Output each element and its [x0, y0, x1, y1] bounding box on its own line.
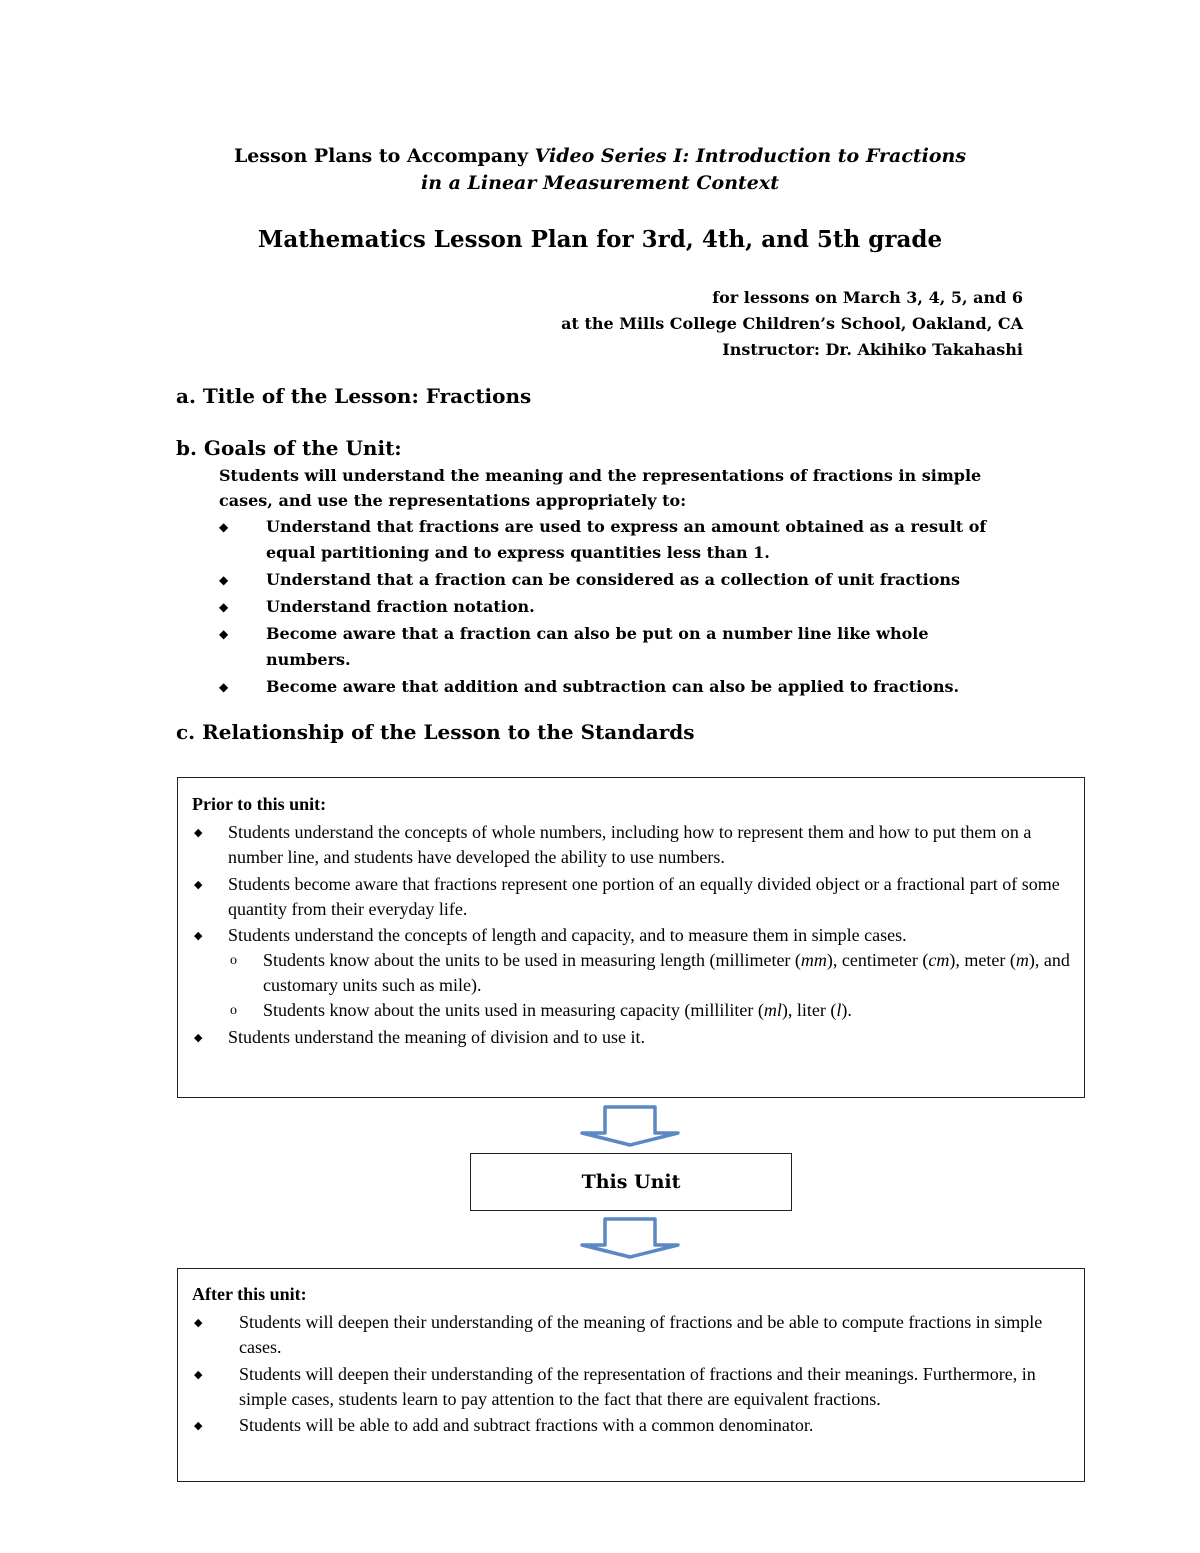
list-item: ◆ Students will deepen their understanding of the representation of fractions and their meanings. Furthermore, in simple cases, students learn to pay attention to the fact that there are equivalent fractions. [194, 1363, 1036, 1409]
page-title: Mathematics Lesson Plan for 3rd, 4th, and 5th grade [257, 226, 943, 253]
diamond-bullet-icon: ◆ [219, 600, 229, 614]
list-item: ◆ Become aware that a fraction can also be put on a number line like whole numbers. [219, 621, 1009, 673]
section-c-heading: c. Relationship of the Lesson to the Standards [176, 720, 695, 744]
diamond-bullet-icon: ◆ [194, 1368, 203, 1381]
list-item: ◆ Students will be able to add and subtract fractions with a common denominator. [192, 1413, 1062, 1438]
units-sub-list [192, 948, 1072, 1023]
diamond-bullet-icon: ◆ [219, 520, 229, 534]
title-line-1: Lesson Plans to Accompany Video Series I: Introduction to Fractions [233, 145, 967, 167]
goals-list [219, 514, 1009, 701]
circle-bullet-icon: o [230, 953, 237, 968]
prior-unit-box [177, 777, 1085, 1098]
document-title [0, 143, 1200, 197]
lesson-instructor: Instructor: Dr. Akihiko Takahashi [722, 340, 1023, 359]
lesson-meta [561, 285, 1023, 363]
this-unit-box: This Unit [470, 1153, 792, 1211]
list-item: ◆ Understand fraction notation. [219, 594, 1009, 620]
list-item: ◆ Become aware that addition and subtraction can also be applied to fractions. [219, 674, 1009, 700]
prior-unit-heading: Prior to this unit: [192, 794, 327, 814]
list-item: ◆ Understand that fractions are used to express an amount obtained as a result of equal partitioning and to express quantities less than 1. [219, 514, 1009, 566]
list-item: ◆ Students understand the concepts of length and capacity, and to measure them in simple cases. o Students know about the units to be used in measuring length (millimeter (mm), centimeter (cm), meter (m), and customary units such as mile). o Students know about the units used in measuring capacity (milliliter (ml), liter (l). [192, 923, 1072, 1023]
diamond-bullet-icon: ◆ [194, 827, 203, 839]
circle-bullet-icon: o [230, 1003, 237, 1018]
sub-list-item: o Students know about the units used in measuring capacity (milliliter (ml), liter (l). [192, 998, 1072, 1023]
list-item: ◆ Students understand the meaning of division and to use it. [192, 1025, 1072, 1050]
lesson-location: at the Mills College Children’s School, Oakland, CA [561, 314, 1023, 333]
down-arrow-icon [580, 1217, 680, 1259]
list-item: ◆ Students become aware that fractions represent one portion of an equally divided object or a fractional part of some quantity from their everyday life. [194, 873, 1060, 919]
prior-unit-list [192, 820, 1072, 1051]
after-unit-box [177, 1268, 1085, 1482]
sub-list-item: o Students know about the units to be used in measuring length (millimeter (mm), centimeter (cm), meter (m), and customary units such as mile). [230, 950, 1070, 995]
list-item: ◆ Students will deepen their understanding of the meaning of fractions and be able to compute fractions in simple cases. [194, 1312, 1043, 1357]
diamond-bullet-icon: ◆ [194, 1317, 203, 1329]
section-a-heading: a. Title of the Lesson: Fractions [176, 384, 532, 408]
diamond-bullet-icon: ◆ [194, 1031, 203, 1044]
diamond-bullet-icon: ◆ [194, 930, 203, 942]
goals-intro: Students will understand the meaning and the representations of fractions in simple cases, and use the representations appropriately to: [219, 466, 982, 510]
section-b-heading: b. Goals of the Unit: [176, 436, 402, 460]
lesson-dates: for lessons on March 3, 4, 5, and 6 [712, 288, 1023, 307]
title-line-2: in a Linear Measurement Context [420, 172, 779, 194]
list-item: ◆ Students understand the concepts of whole numbers, including how to represent them and how to put them on a number line, and students have developed the ability to use numbers. [194, 822, 1032, 867]
after-unit-list [192, 1310, 1062, 1440]
diamond-bullet-icon: ◆ [219, 680, 229, 694]
diamond-bullet-icon: ◆ [219, 627, 229, 641]
list-item: ◆ Understand that a fraction can be considered as a collection of unit fractions [219, 567, 1009, 593]
diamond-bullet-icon: ◆ [194, 1420, 203, 1432]
diamond-bullet-icon: ◆ [194, 878, 203, 891]
diamond-bullet-icon: ◆ [219, 573, 229, 587]
down-arrow-icon [580, 1105, 680, 1147]
after-unit-heading: After this unit: [192, 1284, 307, 1304]
